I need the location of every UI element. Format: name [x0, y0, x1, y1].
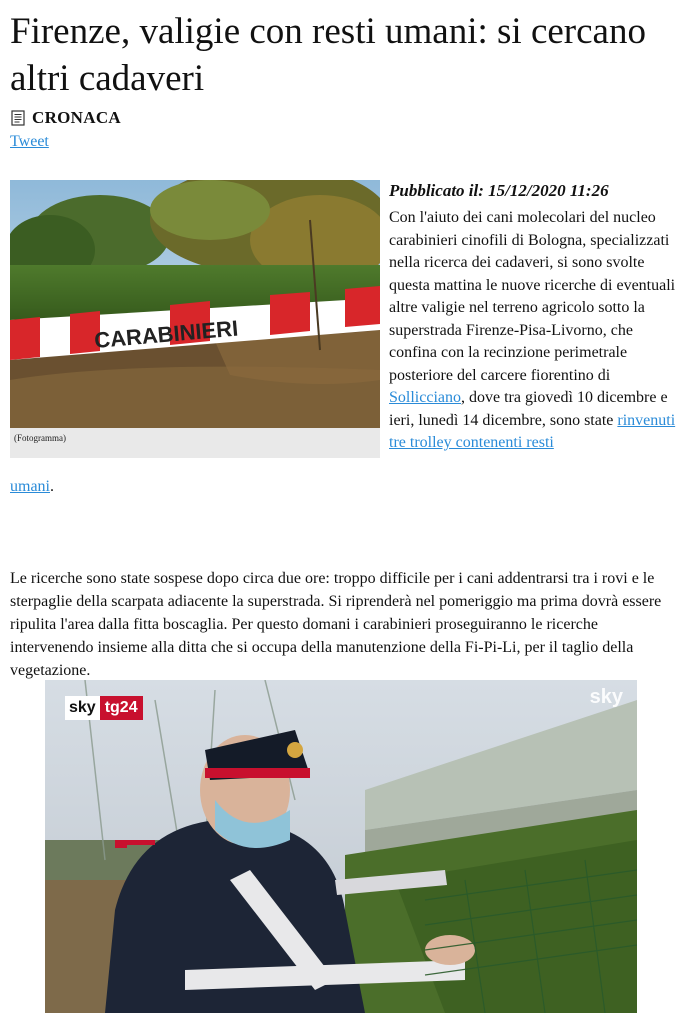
- link-trolley-continued[interactable]: umani: [10, 478, 50, 495]
- logo-sky-text: sky: [65, 696, 100, 720]
- tape-text: CARABINIERI: [93, 315, 240, 353]
- sky-watermark: sky: [589, 686, 623, 708]
- lede-text-1: Con l'aiuto dei cani molecolari del nucleo carabinieri cinofili di Bologna, specializzati nella ricerca dei cadaveri, si sono svolte questa mattina le nuove ricerche di eventuali altre valigie nel terreno agricolo sotto la superstrada Firenze-Pisa-Livorno, che confina con la recinzione perimetrale posteriore del carcere fiorentino di: [389, 209, 676, 384]
- link-trolley[interactable]: rinvenuti tre trolley contenenti resti: [389, 411, 676, 451]
- category-text: CRONACA: [32, 108, 121, 127]
- video-frame-image: [45, 680, 637, 1013]
- lede-paragraph: [389, 207, 677, 455]
- skytg24-logo: [65, 696, 143, 720]
- tape-photo-image: [10, 180, 380, 428]
- tweet-link[interactable]: Tweet: [10, 133, 49, 150]
- category-label: [10, 108, 121, 128]
- publish-date: Pubblicato il: 15/12/2020 11:26: [389, 181, 609, 200]
- photo-caption: (Fotogramma): [14, 433, 66, 443]
- lede-text-2: , dove tra giovedì 10 dicembre e ieri, lunedì 14 dicembre, sono state: [389, 389, 668, 429]
- document-icon: [10, 110, 26, 126]
- link-sollicciano[interactable]: Sollicciano: [389, 389, 461, 406]
- article-paragraph-2: Le ricerche sono state sospese dopo circa due ore: troppo difficile per i cani addentrarsi tra i rovi e le sterpaglie della scarpata adiacente la superstrada. Si riprenderà nel pomeriggio ma prima dovrà essere ripulita l'area dalla fitta boscaglia. Per questo domani i carabinieri proseguiranno le ricerche intervenendo insieme alla ditta che si occupa della manutenzione della Fi-Pi-Li, per il taglio della vegetazione.: [10, 570, 662, 679]
- article-title: Firenze, valigie con resti umani: si cercano altri cadaveri: [10, 11, 646, 99]
- logo-tg24-text: tg24: [100, 696, 143, 720]
- lede-end: .: [50, 478, 54, 495]
- article-photo-tape: [10, 180, 380, 458]
- article-video-frame[interactable]: [45, 680, 637, 1013]
- lede-tail: [10, 476, 54, 498]
